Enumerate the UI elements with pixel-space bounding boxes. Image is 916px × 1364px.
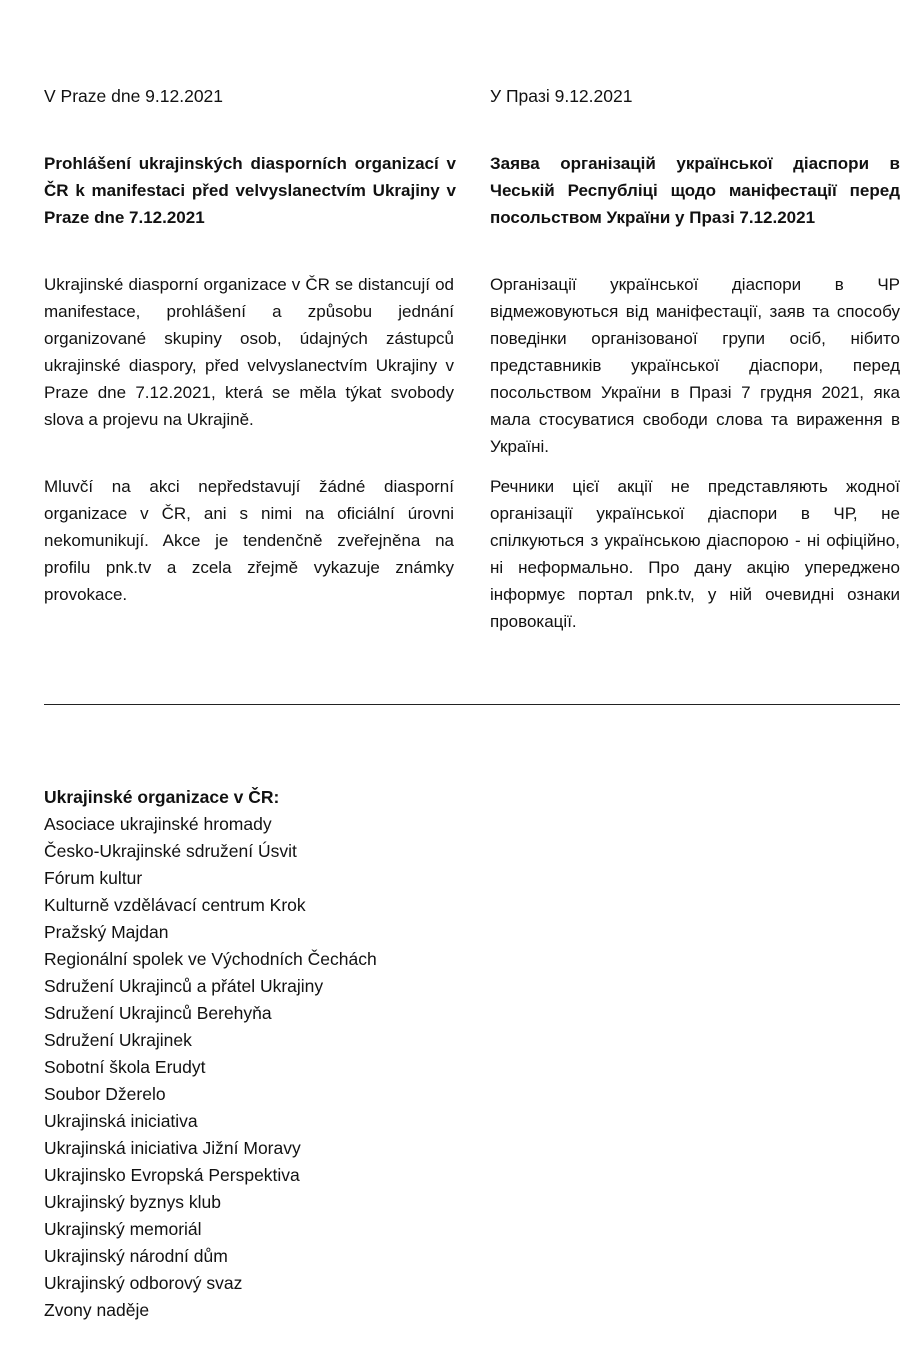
organization-item: Fórum kultur bbox=[44, 868, 143, 888]
organization-item: Kulturně vzdělávací centrum Krok bbox=[44, 895, 306, 915]
organization-item: Ukrajinský byznys klub bbox=[44, 1192, 221, 1212]
organization-item: Regionální spolek ve Východních Čechách bbox=[44, 949, 377, 969]
organizations-section bbox=[44, 784, 544, 1324]
section-divider bbox=[44, 704, 900, 705]
title-ua: Заява організацій української діаспори в Чеській Республіці щодо маніфестації перед посольством України у Празі 7.12.2021 bbox=[490, 154, 900, 227]
organization-item: Ukrajinská iniciativa bbox=[44, 1111, 198, 1131]
organization-item: Pražský Majdan bbox=[44, 922, 169, 942]
organizations-list bbox=[44, 811, 544, 1324]
paragraph-cz-2: Mluvčí na akci nepředstavují žádné diasporní organizace v ČR, ani s nimi na oficiální úrovni nekomunikují. Akce je tendenčně zveřejněna na profilu pnk.tv a zcela zřejmě vykazuje známky provokace. bbox=[44, 477, 454, 604]
organization-item: Sdružení Ukrajinek bbox=[44, 1030, 192, 1050]
organization-item: Ukrajinský odborový svaz bbox=[44, 1273, 243, 1293]
organization-item: Sdružení Ukrajinců Berehyňa bbox=[44, 1003, 272, 1023]
organization-item: Sobotní škola Erudyt bbox=[44, 1057, 206, 1077]
organization-item: Sdružení Ukrajinců a přátel Ukrajiny bbox=[44, 976, 324, 996]
date-ua: У Празі 9.12.2021 bbox=[490, 86, 633, 106]
organization-item: Soubor Džerelo bbox=[44, 1084, 166, 1104]
title-cz: Prohlášení ukrajinských diasporních organizací v ČR k manifestaci před velvyslanectvím Ukrajiny v Praze dne 7.12.2021 bbox=[44, 154, 456, 227]
organization-item: Česko-Ukrajinské sdružení Úsvit bbox=[44, 841, 297, 861]
organization-item: Asociace ukrajinské hromady bbox=[44, 814, 272, 834]
paragraph-ua-1: Організації української діаспори в ЧР відмежовуються від маніфестації, заяв та способу поведінки організованої групи осіб, нібито представників української діаспори, перед посольством України в Празі 7 грудня 2021, яка мала стосуватися свободи слова та вираження в Україні. bbox=[490, 275, 900, 456]
organization-item: Ukrajinsko Evropská Perspektiva bbox=[44, 1165, 300, 1185]
organization-item: Zvony naděje bbox=[44, 1300, 150, 1320]
paragraph-cz-1: Ukrajinské diasporní organizace v ČR se distancují od manifestace, prohlášení a způsobu jednání organizované skupiny osob, údajných zástupců ukrajinské diaspory, před velvyslanectvím Ukrajiny v Praze dne 7.12.2021, která se měla týkat svobody slova a projevu na Ukrajině. bbox=[44, 275, 454, 429]
date-cz: V Praze dne 9.12.2021 bbox=[44, 86, 224, 106]
paragraph-ua-2: Речники цієї акції не представляють жодної організації української діаспори в ЧР, не спілкуються з українською діаспорою - ні офіційно, ні неформально. Про дану акцію упереджено інформує портал pnk.tv, у ній очевидні ознаки провокації. bbox=[490, 477, 900, 631]
organizations-heading: Ukrajinské organizace v ČR: bbox=[44, 787, 280, 807]
organization-item: Ukrajinská iniciativa Jižní Moravy bbox=[44, 1138, 301, 1158]
organization-item: Ukrajinský národní dům bbox=[44, 1246, 228, 1266]
organization-item: Ukrajinský memoriál bbox=[44, 1219, 202, 1239]
